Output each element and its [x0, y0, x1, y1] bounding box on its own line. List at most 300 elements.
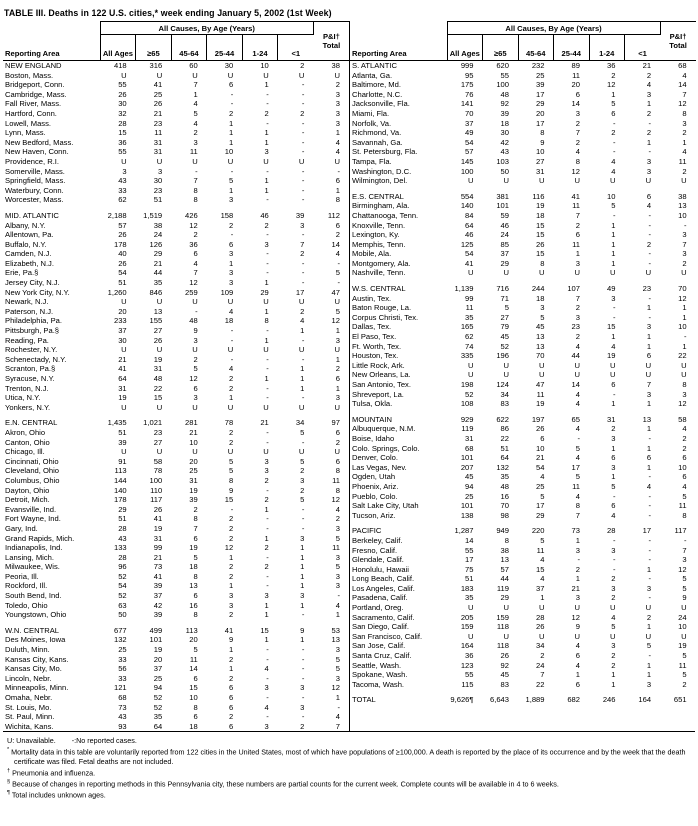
value-cell: 2 [300, 61, 305, 70]
value-cell: 138 [460, 510, 474, 520]
table-row [3, 610, 349, 620]
value-cell: 10 [189, 437, 198, 447]
value-cell: 144 [113, 475, 127, 485]
value-cell: - [301, 514, 305, 524]
value-cell: 3 [229, 600, 234, 610]
value-cell: 30 [224, 61, 234, 70]
value-cell: - [230, 504, 234, 514]
value-cell: 12 [607, 80, 616, 90]
value-cell: 1 [264, 137, 269, 147]
reporting-area-cell: Milwaukee, Wis. [5, 562, 60, 572]
value-cell: 71 [500, 293, 509, 303]
value-cell: 121 [113, 683, 127, 693]
value-cell: 4 [540, 574, 545, 584]
region-row [350, 278, 696, 294]
value-cell: 17 [465, 555, 474, 565]
value-cell: 5 [611, 481, 616, 491]
value-cell: 6 [575, 89, 580, 99]
value-cell: 4 [682, 70, 687, 80]
value-cell: 3 [300, 683, 305, 693]
value-cell: 84 [465, 210, 474, 220]
value-cell: - [301, 89, 305, 99]
value-cell: 132 [113, 635, 127, 645]
value-cell: 62 [118, 195, 127, 205]
value-cell: 246 [602, 695, 616, 705]
value-cell: 3 [300, 702, 305, 712]
value-cell: 1 [264, 185, 269, 195]
value-cell: 37 [153, 591, 163, 601]
value-cell: 1 [646, 670, 652, 680]
reporting-area-cell: Washington, D.C. [352, 166, 412, 176]
value-cell: 20 [189, 635, 198, 645]
value-cell: 3 [193, 137, 198, 147]
value-cell: U [192, 345, 198, 355]
table-row [3, 591, 349, 601]
value-cell: 31 [118, 383, 127, 393]
value-cell: - [266, 514, 269, 524]
value-cell: 8 [229, 475, 234, 485]
value-cell: 50 [118, 610, 127, 620]
value-cell: 5 [229, 456, 234, 466]
value-cell: 117 [150, 495, 163, 505]
value-cell: 6 [335, 427, 340, 437]
table-section [350, 61, 696, 186]
value-cell: 19 [153, 645, 163, 655]
value-cell: 31 [153, 137, 163, 147]
value-cell: 59 [500, 210, 509, 220]
value-cell: 20 [153, 654, 163, 664]
value-cell: 36 [607, 61, 616, 70]
value-cell: 197 [531, 414, 545, 424]
table-row [3, 562, 349, 572]
value-cell: U [156, 70, 163, 80]
value-cell: 26 [153, 335, 163, 345]
value-cell: - [612, 147, 616, 157]
reporting-area-cell: Pueblo, Colo. [352, 491, 398, 501]
value-cell: - [648, 312, 652, 322]
value-cell: 74 [465, 341, 474, 351]
reporting-area-cell: Montgomery, Ala. [352, 258, 411, 268]
value-cell: - [266, 118, 269, 128]
table-row [3, 655, 349, 665]
value-cell: U [645, 360, 652, 370]
value-cell: 83 [500, 679, 509, 689]
value-cell: 8 [682, 380, 687, 389]
region-row [350, 61, 696, 71]
reporting-area-cell: El Paso, Tex. [352, 332, 397, 342]
value-cell: 1 [611, 230, 616, 240]
value-cell: 101 [460, 501, 474, 511]
value-cell: 92 [500, 99, 509, 109]
value-cell: 4 [335, 504, 340, 514]
value-cell: - [301, 504, 305, 514]
value-cell: 54 [465, 137, 474, 147]
two-column-table [3, 21, 695, 732]
value-cell: U [156, 297, 163, 307]
table-row [350, 370, 696, 380]
value-cell: 51 [500, 443, 509, 453]
reporting-area-cell: Providence, R.I. [5, 156, 60, 166]
value-cell: 65 [571, 414, 580, 424]
value-cell: 11 [465, 303, 474, 313]
value-cell: - [648, 147, 652, 157]
value-cell: 2 [611, 660, 616, 670]
reporting-area-cell: Santa Cruz, Calif. [352, 651, 412, 661]
value-cell: 1 [335, 185, 340, 195]
value-cell: 5 [575, 472, 580, 482]
value-cell: 7 [575, 210, 580, 220]
reporting-area-cell: Dayton, Ohio [5, 485, 50, 495]
reporting-area-cell: Honolulu, Hawaii [352, 564, 409, 574]
value-cell: 29 [536, 510, 545, 520]
value-cell: 12 [678, 99, 687, 109]
value-cell: 3 [264, 683, 269, 693]
table-section [3, 412, 349, 619]
value-cell: 2 [264, 543, 269, 553]
table-row [3, 268, 349, 278]
value-cell: 54 [118, 581, 127, 591]
reporting-area-cell: TOTAL [352, 695, 376, 705]
value-cell: 244 [531, 284, 545, 294]
value-cell: 6 [335, 456, 340, 466]
value-cell: 4 [335, 249, 340, 259]
value-cell: - [301, 693, 305, 702]
table-row [350, 399, 696, 409]
value-cell: 196 [496, 351, 509, 361]
value-cell: 6 [193, 533, 198, 543]
value-cell: 3 [264, 239, 269, 249]
value-cell: 1 [264, 533, 269, 543]
table-row [3, 128, 349, 138]
value-cell: 13 [678, 201, 687, 211]
value-cell: - [266, 523, 269, 533]
region-row [350, 689, 696, 705]
reporting-area-cell: Somerville, Mass. [5, 166, 65, 176]
value-cell: 21 [118, 354, 127, 364]
value-cell: 19 [153, 523, 163, 533]
value-cell: 6 [575, 651, 580, 661]
value-cell: 54 [536, 462, 545, 472]
reporting-area-cell: Little Rock, Ark. [352, 360, 405, 370]
value-cell: 38 [500, 545, 509, 555]
value-cell: U [156, 447, 163, 457]
value-cell: 1,021 [143, 418, 163, 428]
value-cell: 1 [335, 610, 340, 620]
value-cell: U [574, 631, 580, 641]
region-row [3, 61, 349, 71]
value-cell: 118 [496, 641, 509, 651]
value-cell: - [612, 564, 616, 574]
value-cell: 1 [646, 137, 652, 147]
value-cell: 46 [465, 230, 474, 240]
value-cell: 37 [465, 118, 474, 128]
value-cell: 1 [300, 374, 305, 383]
value-cell: 36 [189, 239, 198, 249]
value-cell: 101 [460, 453, 474, 463]
value-cell: 28 [118, 118, 127, 128]
value-cell: 13 [642, 414, 652, 424]
reporting-area-cell: Boston, Mass. [5, 70, 54, 80]
value-cell: - [648, 210, 652, 220]
value-cell: 1 [646, 564, 652, 574]
reporting-area-cell: St. Paul, Minn. [5, 712, 55, 722]
value-cell: 2 [193, 504, 198, 514]
value-cell: 2 [682, 433, 687, 443]
footnote-marker: ¶ [7, 789, 10, 796]
value-cell: 3 [335, 393, 340, 403]
reporting-area-cell: San Jose, Calif. [352, 641, 406, 651]
value-cell: U [121, 447, 127, 457]
table-row [3, 543, 349, 553]
reporting-area-cell: Cambridge, Mass. [5, 89, 67, 99]
reporting-area-cell: Atlanta, Ga. [352, 70, 393, 80]
value-cell: 220 [531, 526, 545, 536]
value-cell: 4 [682, 147, 687, 157]
value-cell: 51 [465, 574, 474, 584]
value-cell: 86 [500, 424, 509, 434]
reporting-area-cell: W.S. CENTRAL [352, 284, 406, 294]
value-cell: 57 [465, 147, 474, 157]
value-cell: 133 [113, 543, 127, 553]
value-cell: 115 [461, 679, 474, 689]
value-cell: 11 [572, 201, 580, 211]
value-cell: 1 [300, 562, 305, 572]
value-cell: 7 [575, 293, 580, 303]
value-cell: 3 [611, 583, 616, 593]
value-cell: 3 [682, 249, 687, 259]
value-cell: 37 [500, 249, 509, 259]
value-cell: 2 [229, 220, 234, 230]
value-cell: 8 [682, 510, 687, 520]
value-cell: 62 [465, 332, 474, 342]
value-cell: 1 [264, 80, 269, 90]
value-cell: 2 [300, 108, 305, 118]
value-cell: 3 [335, 118, 340, 128]
value-cell: 15 [536, 249, 545, 259]
value-cell: 39 [500, 108, 509, 118]
value-cell: 64 [118, 374, 127, 383]
value-cell: 23 [642, 284, 652, 294]
value-cell: 27 [536, 156, 545, 166]
value-cell: U [263, 297, 269, 307]
value-cell: 1,519 [143, 210, 163, 220]
col-header-25-44: 25-44 [554, 35, 590, 61]
value-cell: 57 [118, 220, 127, 230]
value-cell: 13 [536, 332, 545, 342]
table-row [350, 555, 696, 565]
col-header-45-64: 45-64 [518, 35, 554, 61]
reporting-area-cell: South Bend, Ind. [5, 591, 62, 601]
value-cell: 79 [500, 322, 509, 332]
value-cell: 2 [646, 70, 652, 80]
value-cell: - [337, 702, 340, 712]
reporting-area-cell: Camden, N.J. [5, 249, 52, 259]
value-cell: U [156, 345, 163, 355]
reporting-area-cell: Memphis, Tenn. [352, 239, 406, 249]
value-cell: 64 [153, 721, 163, 731]
value-cell: 43 [118, 176, 127, 186]
value-cell: 5 [300, 427, 305, 437]
reporting-area-cell: Gary, Ind. [5, 523, 38, 533]
table-row [3, 326, 349, 336]
value-cell: 42 [153, 600, 163, 610]
value-cell: 12 [678, 293, 687, 303]
value-cell: 41 [153, 80, 163, 90]
value-cell: 94 [153, 683, 163, 693]
value-cell: 6 [611, 380, 616, 389]
value-cell: 31 [536, 166, 545, 176]
value-cell: 3 [575, 108, 580, 118]
value-cell: 58 [678, 414, 687, 424]
value-cell: 1 [575, 249, 580, 259]
value-cell: 1 [646, 462, 652, 472]
value-cell: U [263, 70, 269, 80]
reporting-area-cell: Rochester, N.Y. [5, 345, 58, 355]
value-cell: 38 [331, 61, 340, 70]
value-cell: 95 [465, 70, 474, 80]
value-cell: 55 [465, 545, 474, 555]
reporting-area-cell: Ogden, Utah [352, 472, 396, 482]
value-cell: 6 [646, 453, 652, 463]
value-cell: - [301, 393, 305, 403]
table-row [350, 574, 696, 584]
value-cell: 54 [118, 268, 127, 278]
value-cell: 64 [465, 220, 474, 230]
value-cell: 3 [264, 721, 269, 731]
value-cell: 13 [331, 635, 340, 645]
value-cell: U [503, 603, 509, 613]
deaths-table-right [350, 21, 696, 705]
table-row [3, 109, 349, 119]
value-cell: U [503, 631, 509, 641]
reporting-area-cell: Erie, Pa.§ [5, 268, 39, 278]
value-cell: U [468, 370, 474, 380]
value-cell: 5 [335, 533, 340, 543]
value-cell: 3 [335, 673, 340, 683]
value-cell: 6 [575, 679, 580, 689]
value-cell: 39 [189, 495, 198, 505]
value-cell: 1 [682, 312, 687, 322]
table-row [350, 546, 696, 556]
value-cell: 14 [465, 535, 474, 545]
value-cell: 4 [575, 399, 580, 409]
value-cell: - [684, 332, 687, 342]
value-cell: 5 [335, 664, 340, 674]
value-cell: 6 [229, 239, 234, 249]
reporting-area-cell: Columbus, Ohio [5, 475, 60, 485]
reporting-area-cell: Chattanooga, Tenn. [352, 210, 419, 220]
reporting-area-cell: Peoria, Ill. [5, 571, 39, 581]
value-cell: 35 [153, 278, 163, 288]
value-cell: 34 [500, 389, 509, 399]
value-cell: 51 [118, 278, 127, 288]
reporting-area-cell: Rockford, Ill. [5, 581, 48, 591]
reporting-area-header: Reporting Area [350, 22, 447, 61]
value-cell: 2 [300, 721, 305, 731]
value-cell: 8 [575, 501, 580, 511]
value-cell: - [301, 354, 305, 364]
reporting-area-cell: PACIFIC [352, 526, 382, 536]
value-cell: 6 [193, 712, 198, 722]
value-cell: 4 [193, 258, 198, 268]
value-cell: 47 [331, 287, 340, 297]
value-cell: U [539, 603, 545, 613]
value-cell: 15 [224, 495, 234, 505]
value-cell: 3 [646, 322, 652, 332]
value-cell: - [301, 230, 305, 240]
value-cell: 48 [500, 481, 509, 491]
value-cell: 30 [500, 128, 509, 138]
value-cell: 31 [153, 364, 163, 374]
reporting-area-cell: New Haven, Conn. [5, 147, 69, 157]
reporting-area-cell: Fort Wayne, Ind. [5, 514, 61, 524]
value-cell: 26 [118, 230, 127, 240]
value-cell: 3 [646, 89, 652, 99]
pi-total-header: P&I† Total [660, 22, 696, 61]
value-cell: - [301, 137, 305, 147]
reporting-area-cell: Jacksonville, Fla. [352, 99, 410, 109]
value-cell: - [301, 128, 305, 138]
value-cell: 91 [118, 456, 127, 466]
value-cell: U [503, 370, 509, 380]
value-cell: 8 [540, 128, 545, 138]
value-cell: 5 [682, 583, 687, 593]
value-cell: 140 [460, 201, 474, 211]
reporting-area-cell: Seattle, Wash. [352, 660, 402, 670]
value-cell: 15 [536, 230, 545, 240]
value-cell: 1 [540, 593, 545, 603]
table-row [3, 307, 349, 317]
value-cell: U [645, 176, 652, 186]
value-cell: 3 [122, 166, 127, 176]
value-cell: 2 [229, 514, 234, 524]
value-cell: 22 [153, 383, 163, 393]
value-cell: 178 [113, 495, 127, 505]
reporting-area-cell: Portland, Oreg. [352, 603, 404, 613]
reporting-area-cell: Charlotte, N.C. [352, 89, 403, 99]
reporting-area-cell: Kansas City, Mo. [5, 664, 62, 674]
value-cell: 1 [229, 128, 234, 138]
value-cell: 15 [536, 564, 545, 574]
value-cell: 20 [189, 456, 198, 466]
value-cell: 12 [331, 495, 340, 505]
value-cell: 2 [229, 437, 234, 447]
value-cell: 7 [335, 721, 340, 731]
value-cell: 21 [153, 108, 163, 118]
value-cell: 4 [575, 641, 580, 651]
value-cell: 716 [496, 284, 509, 294]
value-cell: - [301, 258, 305, 268]
value-cell: 68 [678, 61, 687, 70]
value-cell: 29 [153, 249, 163, 259]
value-cell: 7 [646, 380, 652, 389]
table-row [3, 336, 349, 346]
value-cell: 3 [157, 166, 163, 176]
col-header-all-ages: All Ages [100, 35, 136, 61]
reporting-area-cell: Philadelphia, Pa. [5, 316, 62, 326]
value-cell: 8 [193, 514, 198, 524]
table-row [3, 486, 349, 496]
reporting-area-cell: Buffalo, N.Y. [5, 239, 47, 249]
value-cell: - [266, 364, 269, 374]
value-cell: 6 [575, 230, 580, 240]
value-cell: 20 [536, 108, 545, 118]
value-cell: 5 [335, 654, 340, 664]
value-cell: U [121, 402, 127, 412]
value-cell: 43 [500, 147, 509, 157]
value-cell: 14 [189, 664, 198, 674]
value-cell: 3 [575, 545, 580, 555]
